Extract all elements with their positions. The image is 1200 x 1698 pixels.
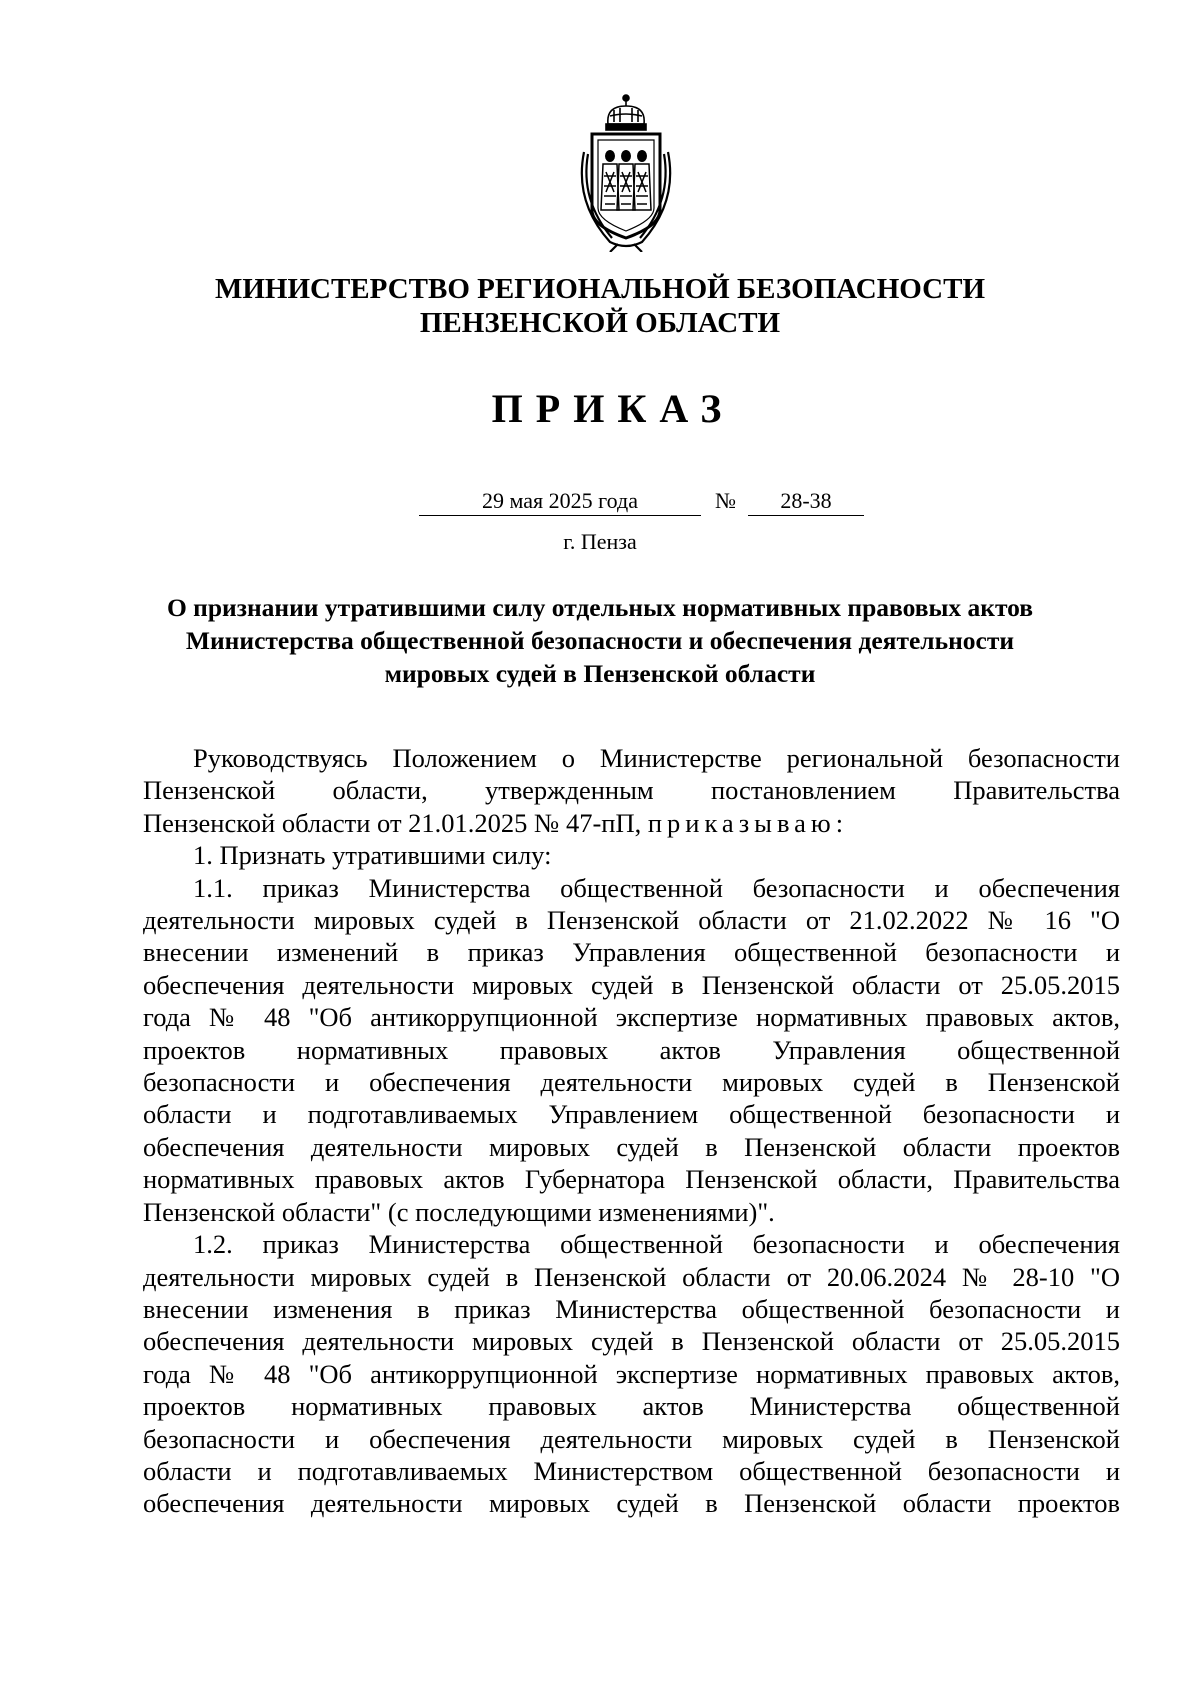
document-date: 29 мая 2025 года xyxy=(419,487,701,516)
body-line: внесении изменений в приказ Управления общественной безопасности и xyxy=(143,937,1120,968)
document-subject xyxy=(130,591,1070,690)
body-line: года № 48 "Об антикоррупционной экспертизе нормативных правовых актов, xyxy=(143,1002,1120,1033)
body-line: обеспечения деятельности мировых судей в Пензенской области от 25.05.2015 xyxy=(143,1326,1120,1357)
document-type-title: ПРИКАЗ xyxy=(491,386,735,431)
body-line: обеспечения деятельности мировых судей в Пензенской области проектов xyxy=(143,1488,1120,1519)
body-line: внесении изменения в приказ Министерства общественной безопасности и xyxy=(143,1293,1120,1324)
subject-line: мировых судей в Пензенской области xyxy=(384,659,816,688)
body-line: безопасности и обеспечения деятельности мировых судей в Пензенской xyxy=(143,1067,1120,1098)
subject-line: Министерства общественной безопасности и обеспечения деятельности xyxy=(185,626,1015,655)
order-keyword: приказываю: xyxy=(647,807,849,838)
document-number: 28-38 xyxy=(748,487,864,516)
subject-line: О признании утратившими силу отдельных нормативных правовых актов xyxy=(166,593,1034,622)
coat-of-arms-icon xyxy=(570,92,682,252)
body-line: 1.2. приказ Министерства общественной безопасности и обеспечения xyxy=(193,1229,1120,1260)
body-line: Пензенской области" (с последующими изменениями)". xyxy=(143,1196,775,1227)
body-line: обеспечения деятельности мировых судей в Пензенской области от 25.05.2015 xyxy=(143,969,1120,1000)
body-line: проектов нормативных правовых актов Управления общественной xyxy=(143,1034,1120,1065)
body-line: года № 48 "Об антикоррупционной экспертизе нормативных правовых актов, xyxy=(143,1358,1120,1389)
body-line: 1.1. приказ Министерства общественной безопасности и обеспечения xyxy=(193,872,1120,903)
body-line xyxy=(143,807,1120,839)
body-text: Пензенской области от 21.01.2025 № 47-пП, xyxy=(143,807,642,838)
body-line: 1. Признать утратившими силу: xyxy=(193,840,552,871)
coat-of-arms-emblem xyxy=(570,92,682,252)
body-line: нормативных правовых актов Губернатора Пензенской области, Правительства xyxy=(143,1164,1120,1195)
ministry-name-line1: МИНИСТЕРСТВО РЕГИОНАЛЬНОЙ БЕЗОПАСНОСТИ xyxy=(214,273,986,305)
body-line: деятельности мировых судей в Пензенской области от 20.06.2024 № 28-10 "О xyxy=(143,1261,1120,1292)
body-line: области и подготавливаемых Управлением общественной безопасности и xyxy=(143,1099,1120,1130)
document-city: г. Пенза xyxy=(563,529,637,554)
ministry-name-line2: ПЕНЗЕНСКОЙ ОБЛАСТИ xyxy=(419,307,781,339)
document-body xyxy=(143,742,1120,1520)
body-line: безопасности и обеспечения деятельности мировых судей в Пензенской xyxy=(143,1423,1120,1454)
body-line: области и подготавливаемых Министерством общественной безопасности и xyxy=(143,1455,1120,1486)
body-line: Руководствуясь Положением о Министерстве региональной безопасности xyxy=(193,743,1120,773)
body-line: Пензенской области, утвержденным постановлением Правительства xyxy=(143,775,1120,806)
date-number-line xyxy=(0,487,1200,519)
number-sign: № xyxy=(715,488,736,513)
body-line: проектов нормативных правовых актов Министерства общественной xyxy=(143,1391,1120,1422)
body-line: обеспечения деятельности мировых судей в Пензенской области проектов xyxy=(143,1131,1120,1162)
body-line: деятельности мировых судей в Пензенской области от 21.02.2022 № 16 "О xyxy=(143,905,1120,936)
ministry-name xyxy=(0,272,1200,340)
